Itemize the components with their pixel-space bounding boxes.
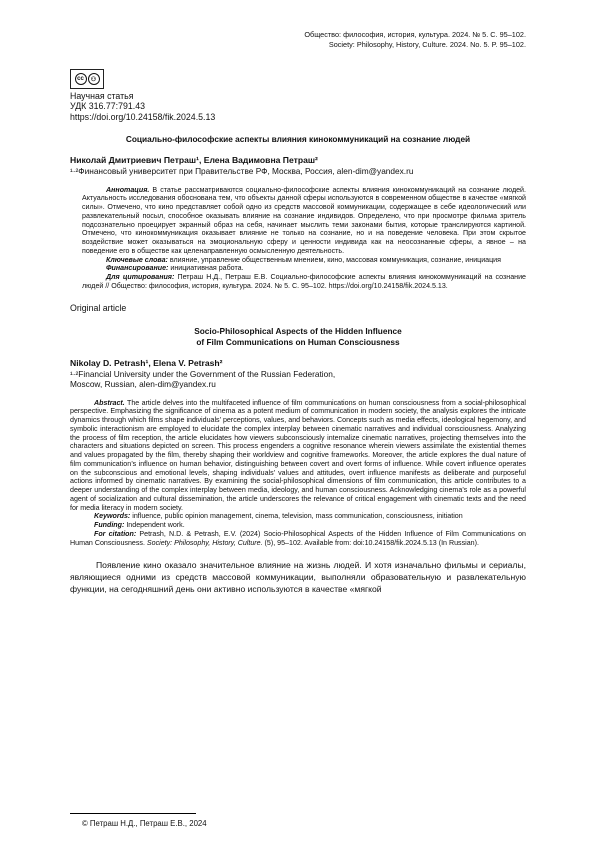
- citation-en-pages: (5), 95–102. Available from: doi:10.24158/fik.2024.5.13 (In Russian).: [264, 538, 479, 547]
- article-meta: [70, 91, 526, 122]
- udk: УДК 316.77:791.43: [70, 101, 145, 112]
- copyright-footnote: © Петраш Н.Д., Петраш Е.В., 2024: [82, 819, 207, 828]
- affiliation-en-line2: Moscow, Russian, alen-dim@yandex.ru: [70, 379, 216, 390]
- body-paragraph: Появление кино оказало значительное влияние на жизнь людей. И хотя изначально фильмы и сериалы, являющиеся одними из средств массовой коммуникации, выполняли образовательную и развлекательную функции, на сегодняшний день они активно используются в качестве «мягкой: [70, 560, 526, 595]
- affiliation-en: [70, 369, 526, 390]
- affiliation-en-line1: ¹·²Financial University under the Government of the Russian Federation,: [70, 368, 336, 379]
- funding-en-label: Funding:: [94, 521, 125, 530]
- running-header: [70, 30, 526, 49]
- abstract-ru-block: [70, 186, 526, 291]
- abstract-en-label: Abstract.: [94, 398, 125, 407]
- funding-en: Independent work.: [126, 521, 185, 530]
- citation-ru: Петраш Н.Д., Петраш Е.В. Социально-философские аспекты влияния кинокоммуникаций на сознание людей // Общество: философия, история, культура. 2024. № 5. С. 95–102. https://doi.org/10.24158/fik.2024.5.13.: [82, 273, 526, 290]
- doi-link[interactable]: https://doi.org/10.24158/fik.2024.5.13: [70, 111, 216, 122]
- keywords-en: influence, public opinion management, cinema, television, mass communication, consciousness, initiation: [132, 512, 463, 521]
- title-en-line1: Socio-Philosophical Aspects of the Hidden Influence: [194, 325, 402, 336]
- abstract-en: The article delves into the multifaceted influence of film communications on human consciousness from a social-philosophical perspective. Emphasizing the significance of cinema as a potent medium of communication in modern society, the analysis explores the intricate dynamics through which films shape individuals’ perceptions, values, and behaviors. Concepts such as media effects, ideological hegemony, and symbolic interactionism are employed to elucidate the complex interplay between cinematic narratives and individual consciousness. Analyzing the process of film reception, the article elucidates how viewers subconsciously internalize cinematic narratives, projecting themselves into the characters and situations depicted on screen. This process engenders a cognitive resonance wherein viewers assimilate the existential themes and values propagated by the film, thereby shaping their worldview and cognitive frameworks. Moreover, the article explores the dual nature of film communication’s influence on human behavior, distinguishing between covert and overt forms of influence. While covert influence operates on the subconscious and emotional levels, shaping individuals’ values and attitudes, overt influence manifests as deliberate and purposeful actions informed by cinematic narratives. By examining the social-philosophical dimensions of film communication, this article contributes to a deeper understanding of the complex interplay between media, ideology, and human consciousness. Acknowledging cinema’s role as a powerful agent of socialization and cultural dissemination, the article underscores the relevance of critical engagement with cinematic texts and the need for media literacy in modern society.: [70, 398, 526, 512]
- keywords-ru-label: Ключевые слова:: [106, 255, 168, 264]
- page-content: [70, 30, 526, 595]
- funding-ru-label: Финансирование:: [106, 264, 169, 273]
- title-en: [70, 326, 526, 348]
- affiliation-ru: ¹·²Финансовый университет при Правительстве РФ, Москва, Россия, alen-dim@yandex.ru: [70, 166, 414, 177]
- cc-by-license-badge[interactable]: [70, 69, 104, 89]
- cc-icon: cc: [75, 73, 87, 85]
- title-ru: Социально-философские аспекты влияния кинокоммуникаций на сознание людей: [125, 134, 471, 145]
- citation-en-journal: Society: Philosophy, History, Culture.: [146, 538, 263, 547]
- article-type-en: Original article: [70, 302, 127, 313]
- title-en-line2: of Film Communications on Human Consciousness: [196, 336, 400, 347]
- abstract-ru: В статье рассматриваются социально-философские аспекты влияния кинокоммуникаций на сознание людей. Актуальность исследования обоснована тем, что объекты данной сферы используются в современном обществе в качестве «мягкой силы». Отмечено, что кино представляет собой одно из средств массовой коммуникации, содержащее в себе идеологический или развлекательный посыл, способное оказывать влияние на сознание индивидов. Определено, что при просмотре фильма зритель подсознательно проецирует экранный образ на себя, начинает мыслить теми законами бытия, которые транслируются картиной. Отмечено, что кинокоммуникация оказывает влияние не только на сознание, но и на поведение человека. При этом скрытое воздействие может оказываться на эмоциональную сферу и ценности индивида как на неосознанные сферы, а явное – на поведение его в обществе как целенаправленную осмысленную деятельность.: [82, 185, 526, 255]
- citation-en: Petrash, N.D. & Petrash, E.V. (2024) Socio-Philosophical Aspects of the Hidden Influence of Film Communications on Human Consciousness.: [70, 529, 526, 547]
- header-en: Society: Philosophy, History, Culture. 2024. No. 5. P. 95–102.: [328, 39, 526, 49]
- article-type: Научная статья: [70, 91, 134, 101]
- abstract-en-block: [70, 399, 526, 548]
- citation-en-label: For citation:: [94, 529, 137, 538]
- abstract-ru-label: Аннотация.: [106, 185, 150, 194]
- keywords-en-label: Keywords:: [94, 512, 131, 521]
- authors-en: Nikolay D. Petrash¹, Elena V. Petrash²: [70, 357, 223, 368]
- footnote-rule: [70, 813, 196, 814]
- citation-ru-label: Для цитирования:: [106, 273, 175, 282]
- authors-ru: Николай Дмитриевич Петраш¹, Елена Вадимовна Петраш²: [70, 155, 318, 166]
- header-ru: Общество: философия, история, культура. 2024. № 5. С. 95–102.: [304, 30, 526, 39]
- keywords-ru: влияние, управление общественным мнением, кино, массовая коммуникация, сознание, инициация: [169, 255, 501, 264]
- by-icon: ⚇: [88, 73, 100, 85]
- funding-ru: инициативная работа.: [170, 264, 244, 273]
